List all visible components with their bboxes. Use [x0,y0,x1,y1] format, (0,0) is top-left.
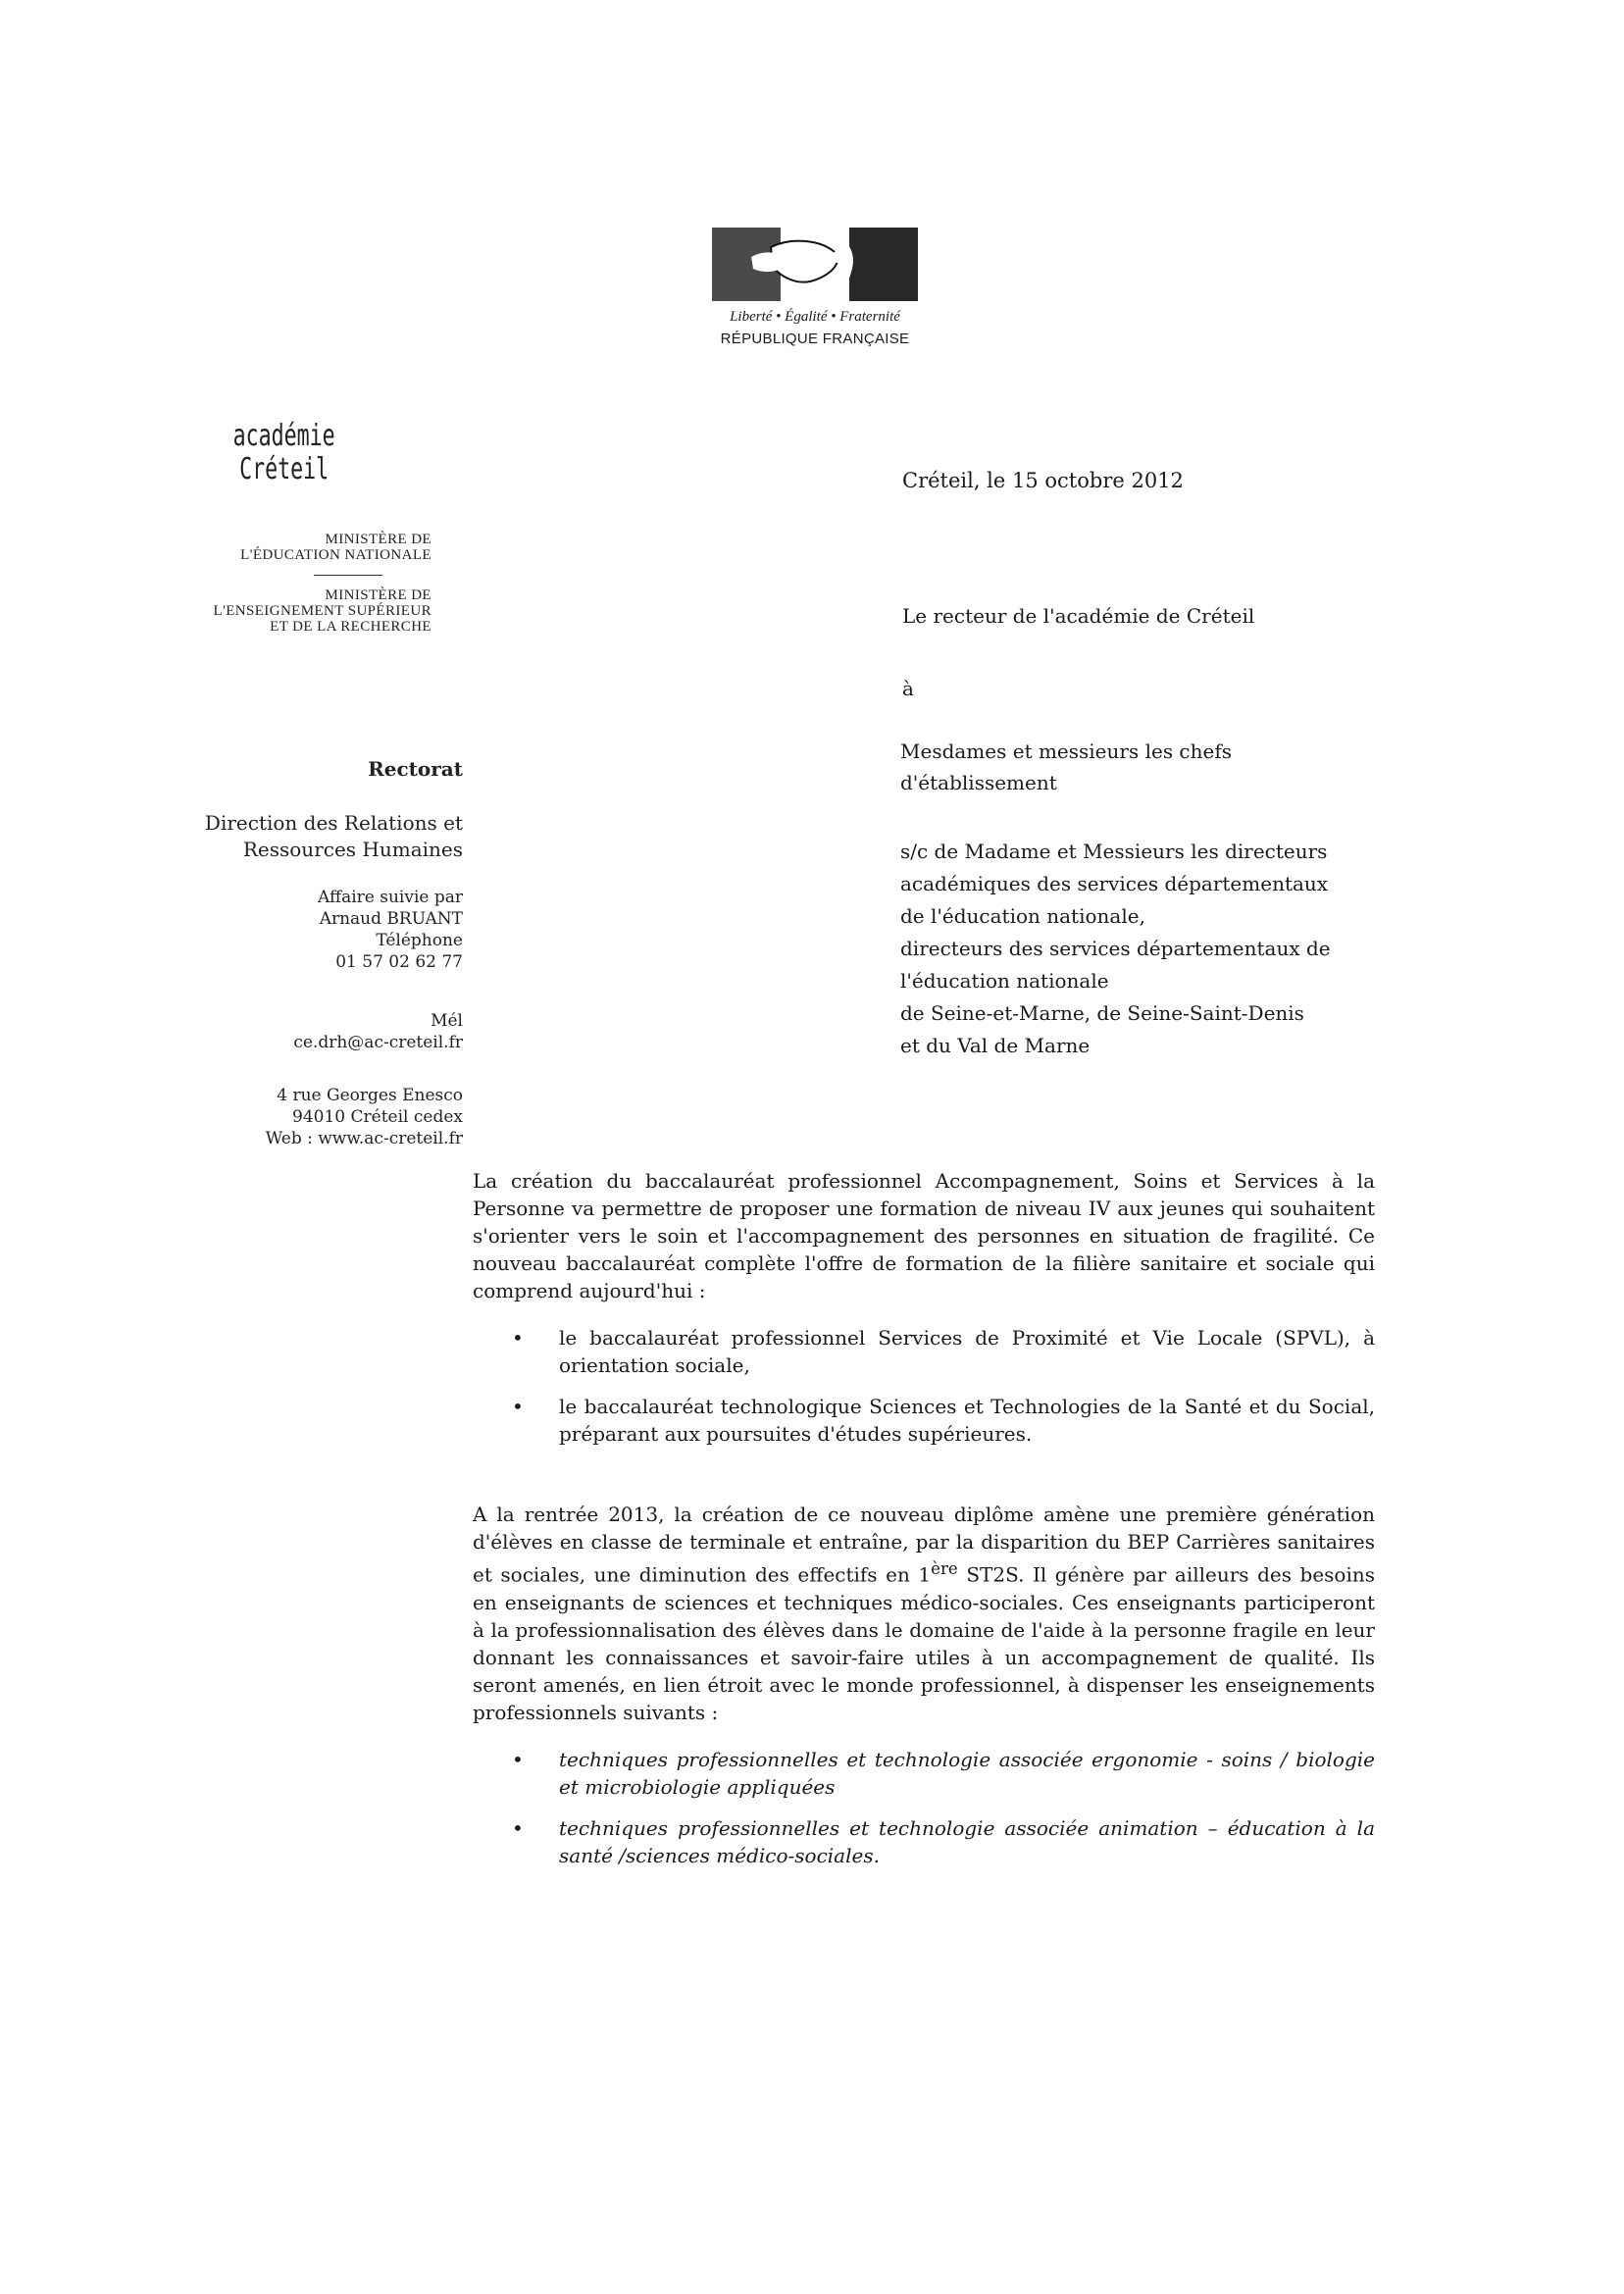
republic-motto: Liberté • Égalité • Fraternité [730,309,900,325]
sc-line5: l'éducation nationale [900,969,1109,993]
direction-line1: Direction des Relations et [204,811,463,835]
academie-city: Créteil [239,452,330,486]
affaire-name: Arnaud BRUANT [319,909,463,929]
address-line1: 4 rue Georges Enesco [277,1086,463,1105]
address-block [147,1085,463,1149]
affaire-label: Affaire suivie par [318,888,463,907]
academie-word: académie [232,419,335,453]
letter-to: à [902,677,914,700]
letter-recipients [900,736,1449,798]
letter-sender: Le recteur de l'académie de Créteil [902,604,1255,628]
contact-block [147,887,463,973]
ministry2-line3: ET DE LA RECHERCHE [270,619,431,635]
recipients-line2: d'établissement [900,771,1057,794]
sc-line2: académiques des services départementaux [900,872,1329,895]
republic-name: RÉPUBLIQUE FRANÇAISE [720,331,910,347]
body-paragraph-2: A la rentrée 2013, la création de ce nouveau diplôme amène une première génération d'élèves en classe de terminale et entraîne, par la disparition du BEP Carrières sanitaires et sociales, une diminution des effectifs en 1ère ST2S. Il génère par ailleurs des besoins en enseignants de sciences et techniques médico-sociales. Ces enseignants participeront à la professionnalisation des élèves dans le domaine de l'aide à la personne fragile en leur donnant les connaissances et savoir-faire utiles à un accompagnement de qualité. Ils seront amenés, en lien étroit avec le monde professionnel, à dispenser les enseignements professionnels suivants : [473,1503,1375,1724]
bullet-icon: • [512,1395,524,1418]
republique-logo [712,228,918,347]
list-item: • techniques professionnelles et technologie associée ergonomie - soins / biologie et microbiologie appliquées [512,1747,1375,1799]
sc-line1: s/c de Madame et Messieurs les directeurs [900,840,1328,863]
rectorat-label: Rectorat [368,757,463,781]
list-item: • techniques professionnelles et technologie associée animation – éducation à la santé /sciences médico-sociales. [512,1815,1375,1867]
marianne-logo-icon [712,228,918,301]
bullet-icon: • [512,1326,524,1350]
recipients-line1: Mesdames et messieurs les chefs [900,739,1233,763]
letter-sc [900,836,1410,1062]
ministries-block [147,532,431,635]
sc-line3: de l'éducation nationale, [900,904,1145,928]
email-block [147,1010,463,1053]
bullet-icon: • [512,1815,524,1840]
academie-logotype [228,420,340,486]
letter-date: Créteil, le 15 octobre 2012 [902,469,1184,492]
mel-label: Mél [431,1011,463,1031]
direction-block [147,810,463,863]
phone-label: Téléphone [376,931,463,950]
formation-list [512,1324,1375,1448]
mel-address: ce.drh@ac-creteil.fr [293,1033,463,1052]
direction-line2: Ressources Humaines [242,838,463,861]
ministry-divider [314,575,382,576]
ministry2-line1: MINISTÈRE DE [325,587,431,603]
sc-line4: directeurs des services départementaux de [900,937,1331,960]
web-address: Web : www.ac-creteil.fr [265,1129,463,1148]
ministry2-line2: L'ENSEIGNEMENT SUPÉRIEUR [213,603,431,619]
bullet-icon: • [512,1747,524,1771]
address-line2: 94010 Créteil cedex [292,1107,463,1127]
list-item: • le baccalauréat technologique Sciences et Technologies de la Santé et du Social, préparant aux poursuites d'études supérieures. [512,1395,1375,1446]
ministry1-line1: MINISTÈRE DE [325,532,431,547]
sc-line6: de Seine-et-Marne, de Seine-Saint-Denis [900,1001,1304,1025]
teaching-list [512,1746,1375,1869]
body-paragraph-1: La création du baccalauréat professionnel Accompagnement, Soins et Services à la Personne va permettre de proposer une formation de niveau IV aux jeunes qui souhaitent s'orienter vers le soin et l'accompagnement des personnes en situation de fragilité. Ce nouveau baccalauréat complète l'offre de formation de la filière sanitaire et sociale qui comprend aujourd'hui : [473,1169,1375,1302]
ministry1-line2: L'ÉDUCATION NATIONALE [240,547,431,563]
list-item: • le baccalauréat professionnel Services de Proximité et Vie Locale (SPVL), à orientation sociale, [512,1326,1375,1377]
letter-body [473,1167,1375,1883]
sc-line7: et du Val de Marne [900,1034,1091,1057]
phone-number: 01 57 02 62 77 [335,952,463,972]
